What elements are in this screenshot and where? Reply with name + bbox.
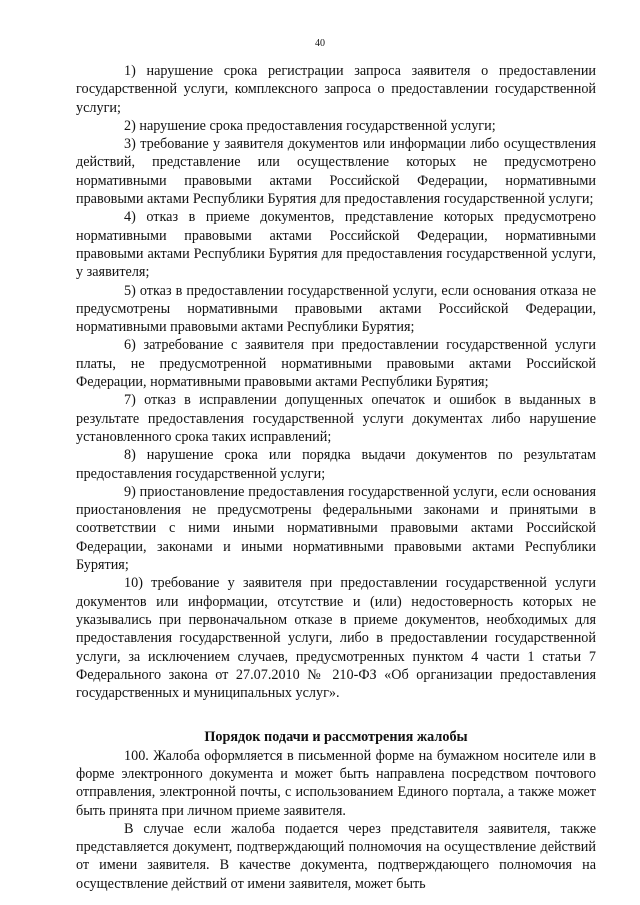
list-item: 8) нарушение срока или порядка выдачи документов по результатам предоставления государственной услуги; (76, 447, 596, 482)
list-item: 2) нарушение срока предоставления государственной услуги; (124, 117, 496, 134)
page-number: 40 (315, 38, 325, 49)
list-item: 10) требование у заявителя при предоставлении государственной услуги документов или информации, отсутствие и (или) недостоверность которых не указывались при первоначальном отказе в приеме документов, необходимых для предоставления государственной услуги, либо в предоставлении государственной услуги, за исключением случаев, предусмотренных пунктом 4 части 1 статьи 7 Федерального закона от 27.07.2010 № 210-ФЗ «Об организации предоставления государственных и муниципальных услуг». (76, 575, 596, 702)
list-item: 3) требование у заявителя документов или информации либо осуществления действий, представление или осуществление которых не предусмотрено нормативными правовыми актами Российской Федерации, нормативными правовыми актами Республики Бурятия для предоставления государственной услуги; (76, 136, 596, 208)
list-item: 9) приостановление предоставления государственной услуги, если основания приостановления не предусмотрены федеральными законами и принятыми в соответствии с ними иными нормативными правовыми актами Российской Федерации, законами и иными нормативными правовыми актами Республики Бурятия; (76, 483, 596, 574)
list-item: 5) отказ в предоставлении государственной услуги, если основания отказа не предусмотрены нормативными правовыми актами Российской Федерации, нормативными правовыми актами Республики Бурятия; (76, 282, 596, 336)
list-item: 1) нарушение срока регистрации запроса заявителя о предоставлении государственной услуги, комплексного запроса о предоставлении государственной услуги; (76, 63, 596, 116)
section-paragraph: В случае если жалоба подается через представителя заявителя, также представляется документ, подтверждающий полномочия на осуществление действий от имени заявителя. В качестве документа, подтверждающего полномочия на осуществление действий от имени заявителя, может быть (76, 820, 596, 892)
section-paragraph: 100. Жалоба оформляется в письменной форме на бумажном носителе или в форме электронного документа и может быть направлена посредством почтового отправления, электронной почты, с использованием Единого портала, а также может быть принята при личном приеме заявителя. (76, 747, 596, 819)
section-heading: Порядок подачи и рассмотрения жалобы (204, 729, 468, 746)
list-item: 6) затребование с заявителя при предоставлении государственной услуги платы, не предусмотренной нормативными правовыми актами Российской Федерации, нормативными правовыми актами Республики Бурятия; (76, 337, 596, 391)
list-item: 4) отказ в приеме документов, представление которых предусмотрено нормативными правовыми актами Российской Федерации, нормативными правовыми актами Республики Бурятия для предоставления государственной услуги, у заявителя; (76, 209, 596, 281)
document-body (76, 62, 596, 893)
list-item: 7) отказ в исправлении допущенных опечаток и ошибок в выданных в результате предоставления государственной услуги документах либо нарушение установленного срока таких исправлений; (76, 392, 596, 445)
